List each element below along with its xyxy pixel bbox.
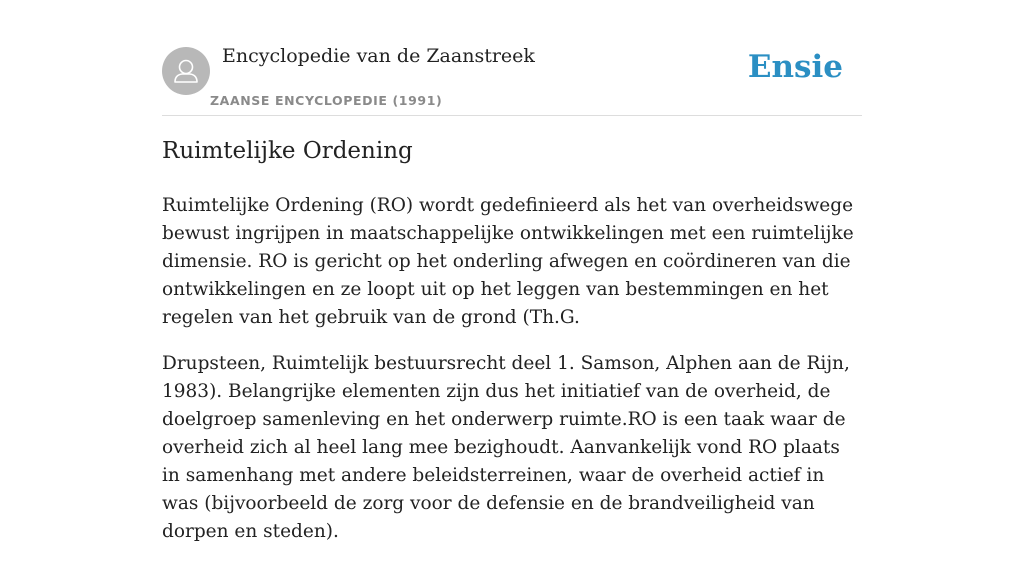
page-title: Ruimtelijke Ordening bbox=[162, 138, 413, 164]
avatar-person-icon bbox=[162, 47, 210, 95]
source-subtitle: ZAANSE ENCYCLOPEDIE (1991) bbox=[210, 93, 443, 108]
source-title-link[interactable]: Encyclopedie van de Zaanstreek bbox=[222, 45, 535, 67]
source-header bbox=[162, 0, 862, 116]
article-paragraph: Drupsteen, Ruimtelijk bestuursrecht deel 1. Samson, Alphen aan de Rijn, 1983). Belangrijke elementen zijn dus het initiatief van de overheid, de doelgroep samenleving en het onderwerp ruimte.RO is een taak waar de overheid zich al heel lang mee bezighoudt. Aanvankelijk vond RO plaats in samenhang met andere beleidsterreinen, waar de overheid actief in was (bijvoorbeeld de zorg voor de defensie en de brandveiligheid van dorpen en steden). bbox=[162, 353, 850, 542]
user-avatar-icon[interactable] bbox=[162, 47, 210, 95]
article-paragraph: Ruimtelijke Ordening (RO) wordt gedefinieerd als het van overheidswege bewust ingrijpen in maatschappelijke ontwikkelingen met een ruimtelijke dimensie. RO is gericht op het onderling afwegen en coördineren van die ontwikkelingen en ze loopt uit op het leggen van bestemmingen en het regelen van het gebruik van de grond (Th.G. bbox=[162, 195, 854, 328]
page-container bbox=[162, 0, 862, 542]
article-body bbox=[162, 192, 862, 564]
ensie-logo-link[interactable]: Ensie bbox=[747, 49, 843, 85]
